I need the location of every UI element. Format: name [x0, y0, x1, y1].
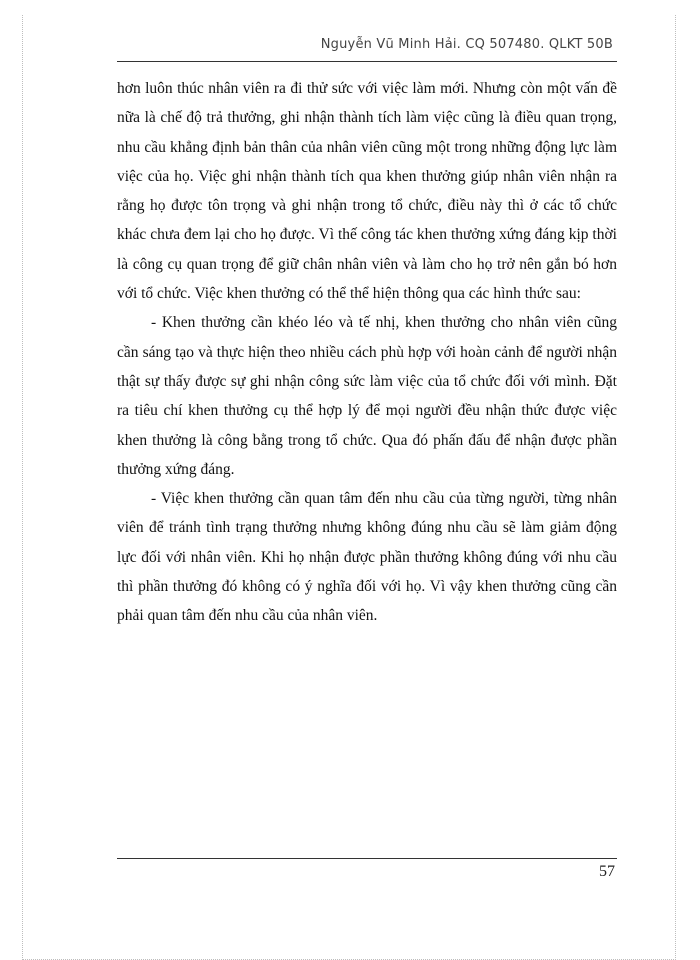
paragraph-bullet-2: - Việc khen thưởng cần quan tâm đến nhu cầu của từng người, từng nhân viên để tránh tình trạng thưởng nhưng không đúng nhu cầu sẽ làm giảm động lực đối với nhân viên. Khi họ nhận được phần thưởng không đúng với nhu cầu thì phần thưởng đó không có ý nghĩa đối với họ. Vì vậy khen thưởng cũng cần phải quan tâm đến nhu cầu của nhân viên.: [117, 490, 617, 625]
page-number: 57: [599, 863, 615, 880]
header-author-text: Nguyễn Vũ Minh Hải. CQ 507480. QLKT 50B: [320, 37, 613, 52]
paragraph-bullet-1: - Khen thưởng cần khéo léo và tế nhị, khen thưởng cho nhân viên cũng cần sáng tạo và thực hiện theo nhiều cách phù hợp với hoàn cảnh để người nhận thật sự thấy được sự ghi nhận công sức làm việc của tổ chức đối với mình. Đặt ra tiêu chí khen thưởng cụ thể hợp lý để mọi người đều nhận thức được việc khen thưởng là công bằng trong tổ chức. Qua đó phấn đấu để nhận được phần thưởng xứng đáng.: [117, 314, 617, 478]
page-header: [117, 37, 617, 62]
document-body: [117, 74, 617, 631]
page-footer: [117, 858, 617, 880]
paragraph-continuation: hơn luôn thúc nhân viên ra đi thử sức với việc làm mới. Nhưng còn một vấn đề nữa là chế độ trả thưởng, ghi nhận thành tích làm việc cũng là điều quan trọng, nhu cầu khẳng định bản thân của nhân viên cũng một trong những động lực làm việc của họ. Việc ghi nhận thành tích qua khen thưởng giúp nhân viên nhận ra rằng họ được tôn trọng và ghi nhận trong tổ chức, điều này thì ở các tổ chức khác chưa đem lại cho họ được. Vì thế công tác khen thưởng xứng đáng kịp thời là công cụ quan trọng để giữ chân nhân viên và làm cho họ trở nên gắn bó hơn với tổ chức. Việc khen thưởng có thể thể hiện thông qua các hình thức sau:: [117, 80, 617, 303]
